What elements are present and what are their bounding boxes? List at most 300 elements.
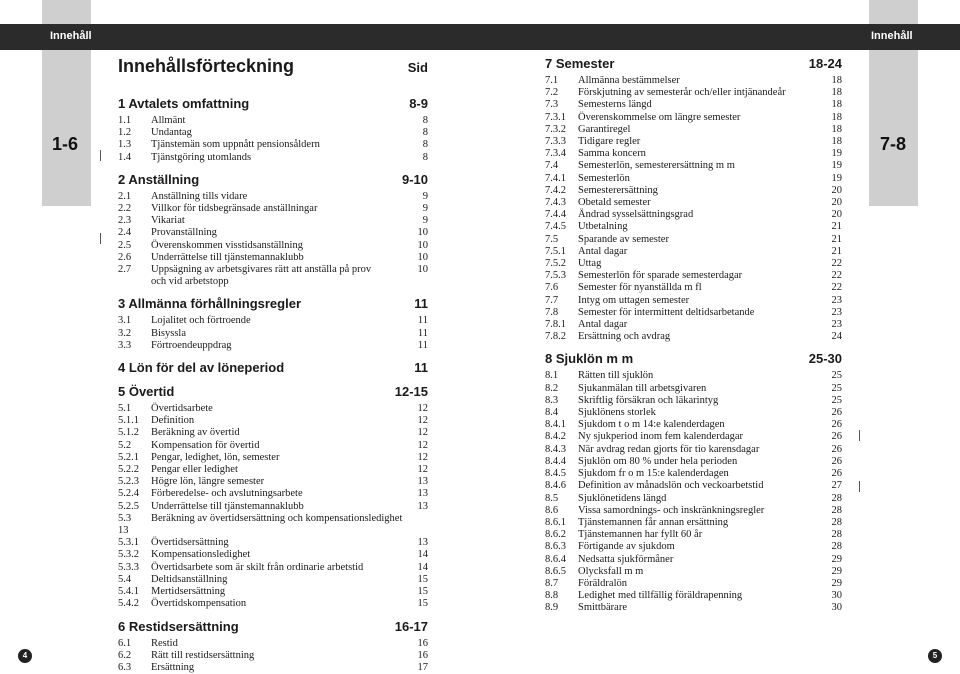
entry-number: 8.4.6 (545, 480, 566, 492)
entry-number: 7.4.4 (545, 209, 566, 221)
entry-number: 5.1.1 (118, 415, 139, 427)
entry-text: Restid (151, 637, 178, 649)
entry-page: 16 (417, 637, 428, 649)
entry-text: När avdrag redan gjorts för tio karensdagar (578, 443, 760, 455)
page-title: Innehållsförteckning (118, 56, 295, 76)
entry-number: 6.1 (118, 637, 132, 649)
section-title: 3 Allmänna förhållningsregler (118, 296, 302, 312)
entry-number: 5.2.5 (118, 500, 139, 512)
entry-text: Antal dagar (578, 319, 628, 331)
entry-text: Rätten till sjuklön (578, 370, 654, 382)
toc-entry (118, 328, 428, 340)
entry-text: Underrättelse till tjänstemannaklubb (151, 500, 304, 512)
toc-left-sections (118, 96, 428, 674)
entry-number: 7.5 (545, 233, 559, 245)
entry-page: 28 (831, 504, 842, 516)
entry-text: Uttag (578, 258, 602, 270)
entry-page: 19 (831, 160, 842, 172)
toc-entry (545, 160, 842, 172)
entry-page: 21 (831, 221, 842, 233)
toc-entry (545, 197, 842, 209)
entry-number: 7.4.5 (545, 221, 566, 233)
entry-page: 14 (417, 561, 428, 573)
entry-page: 18 (831, 75, 842, 86)
entry-page: 9 (422, 215, 428, 227)
entry-wrap-line (118, 525, 428, 537)
entry-number: 8.3 (545, 394, 559, 406)
toc-right-sections (545, 56, 842, 615)
entry-text: Skriftlig försäkran och läkarintyg (578, 394, 719, 406)
entry-text: Överenskommelse om längre semester (578, 111, 741, 123)
entry-page: 28 (831, 541, 842, 553)
entry-number: 6.2 (118, 649, 132, 661)
entry-text: Villkor för tidsbegränsade anställningar (151, 203, 318, 215)
entry-text: Sparande av semester (578, 233, 669, 245)
entry-text: Allmänna bestämmelser (578, 75, 680, 86)
entry-text: Mertidsersättning (151, 586, 226, 598)
entry-number: 7.4.2 (545, 184, 566, 196)
entry-number: 7.8 (545, 306, 559, 318)
entry-page: 15 (417, 573, 428, 585)
section-heading (118, 360, 428, 376)
toc-entry (545, 419, 842, 431)
entry-page: 22 (831, 258, 842, 270)
entry-number: 8.4.3 (545, 443, 566, 455)
entry-number: 7.3.4 (545, 148, 566, 160)
entry-text: Tjänstemän som uppnått pensionsåldern (151, 139, 320, 151)
entry-number: 8.6 (545, 504, 559, 516)
entry-page: 30 (831, 602, 842, 614)
entry-number: 8.2 (545, 382, 559, 394)
entry-page: 13 (417, 537, 428, 549)
entry-number: 7.6 (545, 282, 559, 294)
entry-number: 3.2 (118, 327, 132, 339)
toc-entry (118, 440, 428, 452)
entry-text: Vissa samordnings- och inskränkningsregler (578, 504, 765, 516)
entry-text: Tjänstemannen har fyllt 60 år (578, 529, 703, 541)
entry-text: Rätt till restidsersättning (151, 649, 255, 661)
entry-text: Nedsatta sjukförmåner (578, 553, 674, 565)
toc-entry (118, 549, 428, 561)
entry-page: 26 (831, 443, 842, 455)
toc-entry (118, 227, 428, 239)
entry-number: 7.4.3 (545, 197, 566, 209)
entry-number: 7.7 (545, 294, 559, 306)
entry-number: 5.4.2 (118, 598, 139, 610)
entry-page: 26 (831, 407, 842, 419)
section-title: 5 Övertid (118, 384, 175, 400)
entry-text: Sjuklön om 80 % under hela perioden (578, 455, 738, 467)
entry-number: 7.8.1 (545, 319, 566, 331)
entry-page: 28 (831, 516, 842, 528)
entry-number: 7.4.1 (545, 172, 566, 184)
section-title: 2 Anställning (118, 171, 200, 187)
entry-page: 26 (831, 468, 842, 480)
entry-text: Förskjutning av semesterår och/eller intjänandeår (578, 87, 786, 99)
toc-entry (118, 115, 428, 127)
section-page: 18-24 (808, 56, 842, 71)
entry-text: Semesterlön för sparade semesterdagar (578, 270, 743, 282)
section-heading (118, 96, 428, 112)
toc-entry (545, 124, 842, 136)
section-heading (118, 296, 428, 312)
page-number-left: 4 (18, 649, 32, 663)
toc-entry (545, 529, 842, 541)
entry-text: Semesterns längd (578, 99, 652, 111)
entry-page: 8 (422, 127, 428, 139)
toc-entry (118, 191, 428, 203)
toc-entry (118, 152, 428, 164)
entry-page: 8 (422, 115, 428, 126)
toc-entry (545, 578, 842, 590)
toc-entry (118, 452, 428, 464)
toc-entry (118, 240, 428, 252)
entry-number: 5.2 (118, 439, 132, 451)
entry-text: Olycksfall m m (578, 565, 644, 577)
toc-entry (118, 650, 428, 662)
entry-text: Underrättelse till tjänstemannaklubb (151, 251, 304, 263)
toc-left-column (118, 56, 428, 674)
toc-entry (545, 148, 842, 160)
entry-number: 5.1.2 (118, 427, 139, 439)
entry-page: 12 (417, 464, 428, 476)
toc-entry (545, 541, 842, 553)
entry-text: Ledighet med tillfällig föräldrapenning (578, 590, 743, 602)
entry-number: 5.3.2 (118, 549, 139, 561)
entry-number: 2.5 (118, 239, 132, 251)
entry-text: Semesterlön, semesterersättning m m (578, 160, 735, 172)
toc-entry (545, 258, 842, 270)
entry-number: 7.3.2 (545, 123, 566, 135)
entry-text: Kompensation för övertid (151, 439, 260, 451)
entry-number: 7.4 (545, 160, 559, 172)
toc-entry (118, 513, 428, 537)
entry-page: 25 (831, 370, 842, 382)
toc-entry (118, 476, 428, 488)
entry-text: Sjukdom fr o m 15:e kalenderdagen (578, 468, 729, 480)
entry-text: Samma koncern (578, 148, 646, 160)
entry-text: Antal dagar (578, 245, 628, 257)
entry-text: Semesterersättning (578, 184, 658, 196)
toc-title-row (118, 56, 428, 86)
entry-number: 2.2 (118, 203, 132, 215)
toc-entry (545, 431, 842, 443)
entry-page: 13 (417, 500, 428, 512)
toc-entry (545, 99, 842, 111)
entry-page: 20 (831, 209, 842, 221)
entry-text: Obetald semester (578, 197, 651, 209)
entry-number: 7.1 (545, 75, 559, 86)
toc-entry (545, 480, 842, 492)
entry-number: 8.6.5 (545, 565, 566, 577)
entry-page: 23 (831, 319, 842, 331)
entry-page: 11 (417, 327, 428, 339)
entry-number: 8.9 (545, 602, 559, 614)
entry-text: Tjänstemannen får annan ersättning (578, 516, 729, 528)
entry-text: Övertidskompensation (151, 598, 247, 610)
section-page: 8-9 (409, 96, 428, 111)
entry-number: 7.3.3 (545, 136, 566, 148)
entry-number: 5.3 (118, 512, 132, 524)
toc-entry (545, 307, 842, 319)
entry-page: 11 (417, 339, 428, 351)
toc-entry (545, 136, 842, 148)
entry-number: 2.3 (118, 215, 132, 227)
entry-page: 9 (422, 203, 428, 215)
toc-entry (545, 517, 842, 529)
toc-entry (118, 488, 428, 500)
entry-number: 5.2.3 (118, 476, 139, 488)
entry-page: 18 (831, 111, 842, 123)
entry-page: 13 (417, 488, 428, 500)
margin-mark (859, 430, 860, 441)
toc-entry (118, 464, 428, 476)
entry-page: 10 (417, 251, 428, 263)
section-title: 4 Lön för del av löneperiod (118, 360, 285, 376)
entry-text: Uppsägning av arbetsgivares rätt att anställa på prov och vid arbetstopp (151, 264, 372, 288)
entry-number: 5.2.4 (118, 488, 139, 500)
toc-entry (545, 246, 842, 258)
entry-page: 13 (417, 476, 428, 488)
toc-entry (118, 537, 428, 549)
entry-page: 12 (417, 451, 428, 463)
entry-page: 15 (417, 586, 428, 598)
toc-entry (545, 602, 842, 614)
toc-entry (545, 221, 842, 233)
entry-page: 24 (831, 331, 842, 343)
toc-entry (545, 444, 842, 456)
entry-page: 21 (831, 233, 842, 245)
header-label-right: Innehåll (871, 30, 913, 42)
entry-page: 23 (831, 306, 842, 318)
toc-entry (545, 566, 842, 578)
margin-mark (859, 481, 860, 492)
toc-entry (545, 407, 842, 419)
toc-entry (545, 456, 842, 468)
section-heading (545, 56, 842, 72)
toc-entry (545, 319, 842, 331)
entry-number: 8.8 (545, 590, 559, 602)
entry-number: 5.1 (118, 403, 132, 415)
toc-entry (545, 75, 842, 87)
entry-page: 12 (417, 439, 428, 451)
entry-page: 22 (831, 270, 842, 282)
toc-entry (118, 252, 428, 264)
entry-number: 8.4 (545, 407, 559, 419)
entry-text: Sjuklönens storlek (578, 407, 656, 419)
tab-range-right: 7-8 (880, 134, 907, 154)
entry-number: 5.4.1 (118, 586, 139, 598)
entry-page: 26 (831, 455, 842, 467)
toc-entry (545, 383, 842, 395)
toc-entry (118, 315, 428, 327)
entry-text: Tjänstgöring utomlands (151, 151, 252, 163)
entry-text: Tidigare regler (578, 136, 641, 148)
header-bar-overlay (0, 24, 960, 50)
entry-number: 8.4.5 (545, 468, 566, 480)
entry-number: 7.3.1 (545, 111, 566, 123)
toc-entry (545, 270, 842, 282)
toc-entry (118, 638, 428, 650)
entry-page: 21 (831, 245, 842, 257)
section-heading (545, 351, 842, 367)
entry-number: 5.4 (118, 573, 132, 585)
entry-page: 19 (831, 172, 842, 184)
entry-text: Provanställning (151, 227, 217, 239)
toc-entry (545, 505, 842, 517)
entry-page: 18 (831, 87, 842, 99)
entry-page: 30 (831, 590, 842, 602)
entry-text: Utbetalning (578, 221, 628, 233)
entry-number: 5.3.3 (118, 561, 139, 573)
entry-text: Sjuklönetidens längd (578, 492, 667, 504)
toc-entry (118, 586, 428, 598)
toc-entry (545, 493, 842, 505)
entry-page: 28 (831, 529, 842, 541)
toc-entry (545, 209, 842, 221)
section-heading (118, 619, 428, 635)
toc-entry (545, 590, 842, 602)
toc-entry (118, 139, 428, 151)
entry-number: 1.3 (118, 139, 132, 151)
entry-number: 8.5 (545, 492, 559, 504)
entry-number: 5.2.1 (118, 451, 139, 463)
margin-mark (100, 150, 101, 161)
entry-page: 20 (831, 197, 842, 209)
entry-text: Förtroendeuppdrag (151, 339, 232, 351)
entry-page: 8 (422, 151, 428, 163)
entry-page: 12 (417, 415, 428, 427)
section-title: 8 Sjuklön m m (545, 351, 634, 367)
toc-entry (118, 598, 428, 610)
entry-text: Deltidsanställning (151, 573, 228, 585)
entry-number: 7.2 (545, 87, 559, 99)
entry-number: 2.6 (118, 251, 132, 263)
sid-label: Sid (407, 60, 428, 75)
toc-entry (545, 112, 842, 124)
entry-text: Lojalitet och förtroende (151, 315, 251, 327)
toc-entry (118, 415, 428, 427)
entry-number: 3.1 (118, 315, 132, 327)
entry-text: Garantiregel (578, 123, 631, 135)
entry-number: 1.4 (118, 151, 132, 163)
entry-number: 1.1 (118, 115, 132, 126)
entry-text: Högre lön, längre semester (151, 476, 265, 488)
entry-text: Ny sjukperiod inom fem kalenderdagar (578, 431, 744, 443)
entry-page: 9 (422, 190, 428, 202)
toc-entry (118, 127, 428, 139)
entry-number: 8.4.1 (545, 419, 566, 431)
entry-text: Semesterlön (578, 172, 630, 184)
toc-entry (545, 282, 842, 294)
entry-number: 3.3 (118, 339, 132, 351)
entry-text: Vikariat (151, 215, 185, 227)
toc-entry (545, 554, 842, 566)
entry-number: 1.2 (118, 127, 132, 139)
entry-text: Kompensationsledighet (151, 549, 251, 561)
entry-page: 10 (417, 239, 428, 251)
entry-number: 2.7 (118, 264, 132, 276)
entry-text: Övertidsarbete (151, 403, 213, 415)
entry-number: 8.6.3 (545, 541, 566, 553)
header-label-left: Innehåll (50, 30, 92, 42)
entry-text: Överenskommen visstidsanställning (151, 239, 303, 251)
entry-page: 8 (422, 139, 428, 151)
section-title: 1 Avtalets omfattning (118, 96, 250, 111)
entry-number: 5.2.2 (118, 464, 139, 476)
section-title: 7 Semester (545, 56, 615, 71)
entry-text: Ersättning och avdrag (578, 331, 671, 343)
entry-text: Definition (151, 415, 195, 427)
entry-number: 8.6.1 (545, 516, 566, 528)
section-page: 11 (414, 296, 428, 312)
entry-page: 16 (417, 649, 428, 661)
entry-page: 18 (831, 99, 842, 111)
entry-page: 20 (831, 184, 842, 196)
entry-text: Allmänt (151, 115, 186, 126)
margin-mark (100, 233, 101, 244)
section-page: 12-15 (394, 384, 428, 400)
tab-range-left: 1-6 (52, 134, 79, 154)
entry-page: 29 (831, 577, 842, 589)
entry-text: Beräkning av övertid (151, 427, 240, 439)
entry-page: 18 (831, 136, 842, 148)
toc-entry (545, 87, 842, 99)
entry-number: 8.6.2 (545, 529, 566, 541)
entry-text: Pengar eller ledighet (151, 464, 238, 476)
toc-entry (118, 203, 428, 215)
toc-entry (118, 264, 428, 288)
entry-text: Undantag (151, 127, 192, 139)
toc-entry (545, 295, 842, 307)
entry-number: 8.7 (545, 577, 559, 589)
entry-page: 12 (417, 427, 428, 439)
section-page: 11 (414, 360, 428, 376)
entry-number: 8.6.4 (545, 553, 566, 565)
entry-text: Ändrad sysselsättningsgrad (578, 209, 694, 221)
toc-entry (118, 340, 428, 352)
toc-entry (545, 331, 842, 343)
entry-page: 26 (831, 431, 842, 443)
entry-page: 12 (417, 403, 428, 415)
toc-entry (118, 427, 428, 439)
entry-number: 8.4.4 (545, 455, 566, 467)
entry-number: 8.1 (545, 370, 559, 382)
toc-entry (118, 215, 428, 227)
entry-number: 2.1 (118, 190, 132, 202)
entry-page: 19 (831, 148, 842, 160)
entry-text: Sjukdom t o m 14:e kalenderdagen (578, 419, 725, 431)
entry-page: 11 (417, 315, 428, 327)
entry-text: Föräldralön (578, 577, 627, 589)
entry-page: 27 (831, 480, 842, 492)
entry-page: 29 (831, 553, 842, 565)
toc-entry (545, 395, 842, 407)
entry-text: Anställning tills vidare (151, 190, 248, 202)
entry-text: Pengar, ledighet, lön, semester (151, 451, 280, 463)
section-title: 6 Restidsersättning (118, 618, 239, 634)
entry-text: Smittbärare (578, 602, 627, 614)
entry-page: 28 (831, 492, 842, 504)
entry-page: 18 (831, 123, 842, 135)
toc-entry (118, 574, 428, 586)
entry-text: Ersättning (151, 661, 195, 673)
entry-page: 10 (417, 227, 428, 239)
toc-entry (118, 501, 428, 513)
entry-text: Förberedelse- och avslutningsarbete (151, 488, 303, 500)
entry-number: 7.8.2 (545, 331, 566, 343)
entry-number: 7.5.1 (545, 245, 566, 257)
